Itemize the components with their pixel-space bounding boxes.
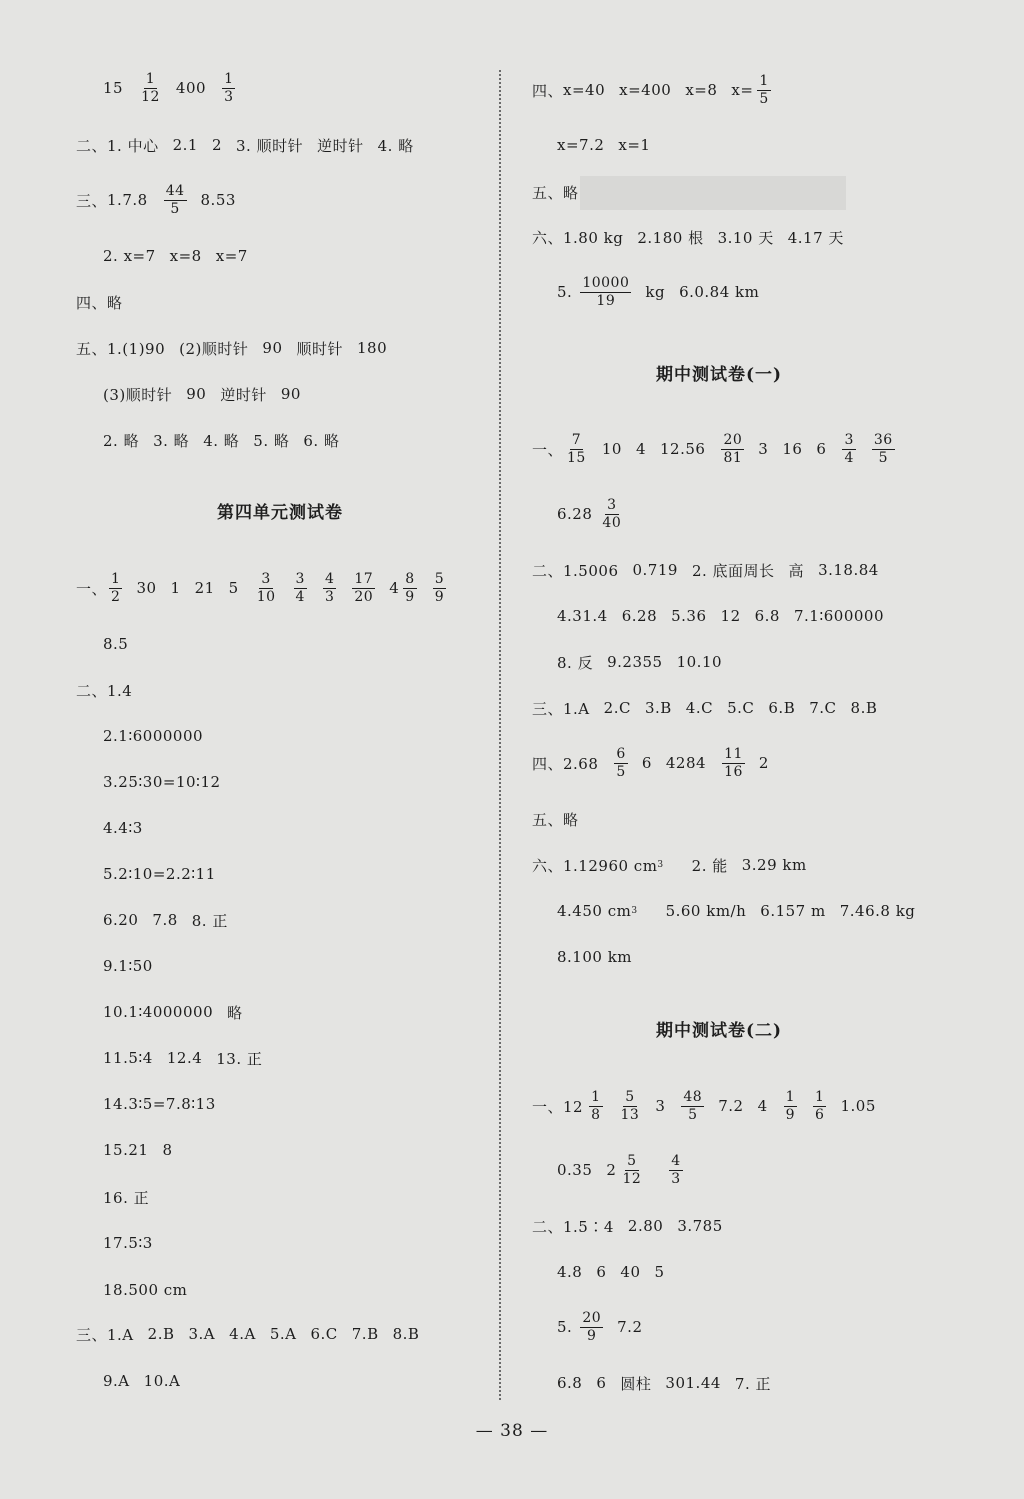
answer-line: 17.5∶3 (103, 1234, 153, 1252)
left-column (0, 0, 500, 1499)
answer-line: 6.8 6 圆柱 301.44 7. 正 (557, 1374, 772, 1393)
answer-line: 16. 正 (103, 1188, 150, 1207)
answer-line: 6.20 7.8 8. 正 (103, 911, 228, 930)
answer-line (103, 68, 249, 108)
answer-line: 15.21 8 (103, 1141, 173, 1159)
answer-line: 9.1∶50 (103, 957, 153, 975)
answer-line: 4.4∶3 (103, 819, 143, 837)
answer-line: 2.1∶6000000 (103, 727, 204, 745)
answer-line: 2. 略 3. 略 4. 略 5. 略 6. 略 (103, 431, 340, 450)
answer-line: 六、1.80 kg 2.180 根 3.10 天 4.17 天 (532, 228, 844, 247)
answer-line: 二、1.5∶4 2.80 3.785 (532, 1217, 723, 1236)
answer-line: 一、 $\frac{7}{15}$ 10 4 12.56 $\frac{20}{81}$ 3 16 6 $\frac{3}{4}$ $\frac{36}{5}$ (532, 431, 893, 466)
answer-line: 五、略 (532, 810, 579, 829)
answer-line: 14.3∶5=7.8∶13 (103, 1095, 216, 1113)
answer-line: 五、略 (532, 183, 579, 202)
answer-line: 11.5∶4 12.4 13. 正 (103, 1049, 263, 1068)
mixed-number: 2 $\frac{5}{12}$ (606, 1152, 642, 1187)
answer-line: 3.25∶30=10∶12 (103, 773, 221, 791)
answer-line: 8. 反 9.2355 10.10 (557, 653, 723, 672)
page-number: — 38 — (475, 1421, 549, 1441)
answer-line: x=7.2 x=1 (557, 136, 651, 154)
answer-line: 三、1.A 2.C 3.B 4.C 5.C 6.B 7.C 8.B (532, 699, 878, 718)
answer-text: 15 (103, 79, 124, 97)
answer-text: 400 (175, 79, 207, 97)
answer-line: 三、 1.7.8 $\frac{44}{5}$ 8.53 (76, 182, 236, 217)
answer-line: 5. $\frac{20}{9}$ 7.2 (557, 1309, 643, 1344)
answer-line: 8.100 km (557, 948, 633, 966)
section-heading: 期中测试卷(二) (656, 1021, 783, 1041)
answer-line: 4.8 6 40 5 (557, 1263, 665, 1281)
answer-line: 一、12 $\frac{1}{8}$ $\frac{5}{13}$ 3 $\frac{48}{5}$ 7.2 4 $\frac{1}{9}$ $\frac{1}{6}$ 1.05 (532, 1088, 876, 1123)
answer-line: 三、1.A 2.B 3.A 4.A 5.A 6.C 7.B 8.B (76, 1325, 420, 1344)
answer-line: 二、1.4 (76, 681, 133, 700)
answer-line: 一、 $\frac{1}{2}$ 30 1 21 5 $\frac{3}{10}$ $\frac{3}{4}$ $\frac{4}{3}$ $\frac{17}{20}$ 4 $\frac{8}{9}$ $\frac{5}{9}$ (76, 570, 445, 605)
answer-line: 5.2∶10=2.2∶11 (103, 865, 216, 883)
answer-line: 2. x=7 x=8 x=7 (103, 247, 248, 265)
answer-line: 9.A 10.A (103, 1372, 181, 1390)
answer-line: 二、1.5006 0.719 2. 底面周长 高 3.18.84 (532, 561, 879, 580)
answer-line: 四、 x=40 x=400 x=8 x= $\frac{1}{5}$ (532, 72, 769, 107)
section-heading: 第四单元测试卷 (217, 503, 343, 523)
right-column (500, 0, 1024, 1499)
answer-line: 5. $\frac{10000}{19}$ kg 6.0.84 km (557, 274, 760, 309)
answer-line: 18.500 cm (103, 1281, 188, 1299)
answer-line: 六、1.12960 cm 3 2. 能 3.29 km (532, 856, 807, 875)
answer-line: 四、2.68 $\frac{6}{5}$ 6 4284 $\frac{11}{16}$ 2 (532, 745, 769, 780)
fraction: $\frac{1}{3}$ (224, 70, 234, 105)
answer-line: 8.5 (103, 635, 129, 653)
answer-line: 二、 1. 中心 2.1 2 3. 顺时针 逆时针 4. 略 (76, 136, 414, 155)
answer-line: 四、略 (76, 293, 123, 312)
fraction: $\frac{44}{5}$ (165, 182, 185, 217)
answer-line: 五、1.(1)90 (2)顺时针 90 顺时针 180 (76, 339, 388, 358)
answer-line: 10.1∶4000000 略 (103, 1003, 243, 1022)
fraction: $\frac{1}{12}$ (141, 70, 160, 105)
answer-line: 6.28 $\frac{3}{40}$ (557, 496, 622, 531)
answer-line: (3)顺时针 90 逆时针 90 (103, 385, 301, 404)
section-heading: 期中测试卷(一) (656, 365, 783, 385)
answer-line: 4.31.4 6.28 5.36 12 6.8 7.1∶600000 (557, 607, 885, 625)
answer-line: 4.450 cm 3 5.60 km/h 6.157 m 7.46.8 kg (557, 902, 916, 920)
answer-line: 0.35 2 $\frac{5}{12}$ $\frac{4}{3}$ (557, 1152, 681, 1187)
